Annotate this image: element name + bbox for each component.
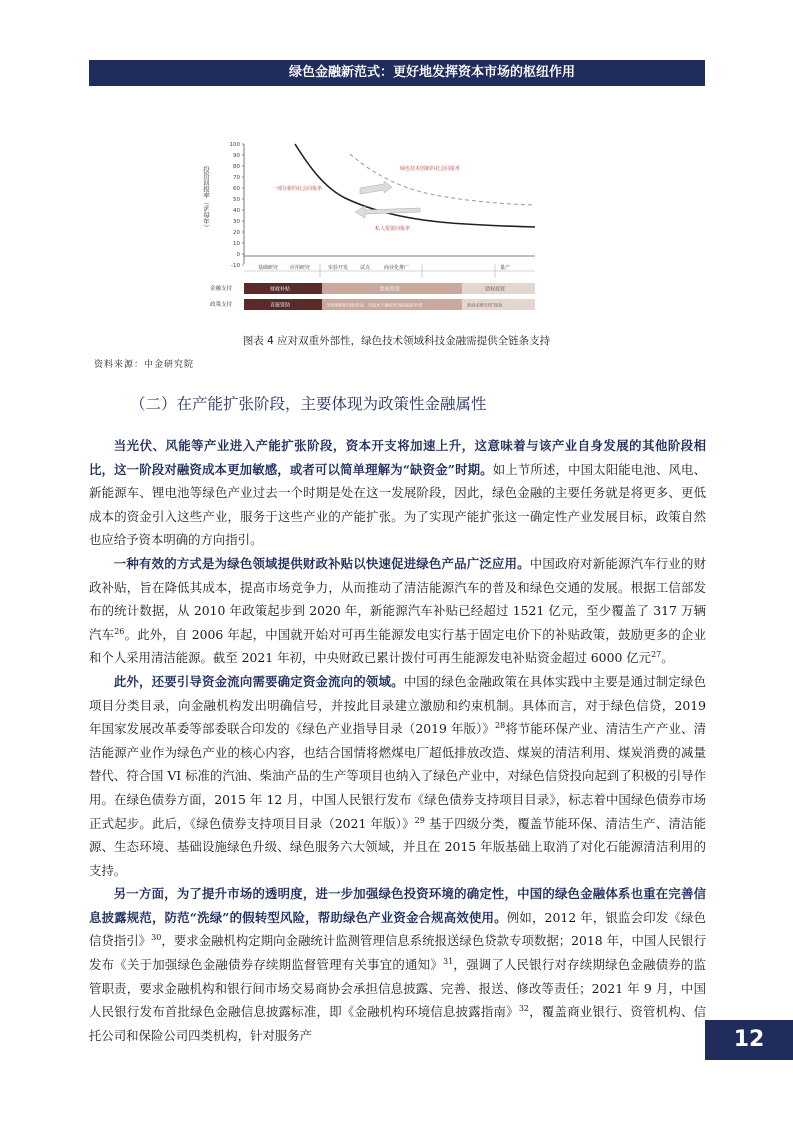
policy-support-label: 政策支持	[210, 302, 233, 308]
body-text	[89, 434, 706, 1047]
policy-phase-text: 全周期和阶段性资金、对技术不确定性风险提供补偿	[326, 302, 423, 308]
footnote-ref[interactable]: 28	[494, 721, 506, 730]
figure-caption: 图表 4 应对双重外部性，绿色技术领域科技金融需提供全链条支持	[242, 335, 551, 347]
source-note: 资料来源：中金研究院	[94, 360, 195, 370]
paragraph-3: 此外，还要引导资金流向需要确定资金流向的领域。中国的绿色金融政策在具体实践中主要是通过制定绿色项目分类目录，向金融机构发出明确信号，并按此目录建立激励和约束机制。具体而言，对于绿色信贷，2019 年国家发展改革委等部委联合印发的《绿色产业指导目录（2019 年版）》$^{28}$将节能环保产业、清洁生产产业、清洁能源产业作为绿色产业的核心内容，也结合国情将燃煤电厂超低排放改造、煤炭的清洁利用、煤炭消费的减量替代、符合国 VI 标准的汽油、柴油产品的生产等项目也纳入了绿色产业中，对绿色信贷投向起到了积极的引导作用。在绿色债券方面，2015 年 12 月，中国人民银行发布《绿色债券支持项目目录》，标志着中国绿色债券市场正式起步。此后，《绿色债券支持项目目录（2021 年版）》$^{29}$ 基于四级分类，覆盖节能环保、清洁生产、清洁能源、生态环境、基础设施绿色升级、绿色服务六大领域，并且在 2015 年版基础上取消了对化石能源清洁利用的支持。	[89, 673, 706, 878]
gap-arrow-icon	[360, 181, 392, 194]
y-tick-label: 30	[233, 219, 240, 225]
figure-financing-chain	[200, 138, 545, 318]
y-tick-label: 10	[233, 241, 240, 247]
finance-equity-text: 股权投资	[380, 286, 401, 293]
footnote-ref[interactable]: 30	[151, 933, 162, 943]
section-heading: （二）在产能扩张阶段，主要体现为政策性金融属性	[130, 395, 487, 413]
paragraph-4: 另一方面，为了提升市场的透明度，进一步加强绿色投资环境的确定性，中国的绿色金融体系也重在完善信息披露规范，防范“洗绿”的假转型风险，帮助绿色产业资金合规高效使用。例如，2012 年，银监会印发《绿色信贷指引》$^{30}$，要求金融机构定期向金融统计监测管理信息系统报送绿色贷款专项数据；2018 年，中国人民银行发布《关于加强绿色金融债券存续期监督管理有关事宜的通知》$^{31}$，强调了人民银行对存续期绿色金融债券的监管职责，要求金融机构和银行间市场交易商协会承担信息披露、完善、报送、修改等责任；2021 年 9 月，中国人民银行发布首批绿色金融信息披露标准，即《金融机构环境信息披露指南》$^{32}$，覆盖商业银行、资管机构、信托公司和保险公司四类机构，针对服务产	[89, 886, 707, 1043]
social-curve-label: 绿色技术创新的社会回报率	[400, 166, 461, 172]
finance-debt-text: 债权投资	[485, 286, 506, 293]
y-tick-label: 70	[233, 175, 240, 181]
policy-grant-text: 直接资助	[270, 302, 291, 309]
return-arrow-icon	[355, 206, 420, 218]
y-tick-label: 50	[233, 197, 240, 203]
social-return-curve	[350, 154, 535, 205]
y-tick-label: 90	[233, 153, 240, 159]
stage-pilot: 试点	[360, 265, 371, 271]
footnote-ref[interactable]: 31	[442, 956, 454, 966]
figure-svg	[200, 138, 545, 318]
stage-basic-research: 基础研究	[258, 265, 279, 271]
private-curve-label: 私人投资回报率	[375, 226, 411, 232]
y-tick-label: 60	[233, 186, 240, 192]
y-tick-label: 20	[233, 230, 240, 236]
y-axis-label: 投资回报率（%每年）	[202, 166, 210, 231]
finance-subsidy-text: 财政补贴	[270, 286, 291, 293]
stage-mass-production: 量产	[500, 265, 511, 271]
finance-support-label: 金融支持	[210, 286, 233, 292]
page-header: 绿色金融新范式：更好地发挥资本市场的枢纽作用	[89, 60, 705, 86]
footnote-ref[interactable]: 29	[414, 815, 425, 825]
y-tick-label: 0	[236, 252, 240, 258]
stage-applied-research: 应用研究	[290, 265, 311, 271]
footnote-ref[interactable]: 26	[114, 626, 125, 636]
y-tick-label: 80	[233, 164, 240, 170]
gap-curve-label: 一部分新的社会回报率	[272, 186, 323, 192]
policy-procurement-text: 政府采购支持"绿色	[467, 302, 503, 308]
page-number: 12	[705, 1020, 793, 1060]
private-return-curve	[295, 144, 535, 227]
stage-commercialization: 商业化推广	[384, 265, 410, 271]
y-tick-label: 40	[233, 208, 240, 214]
footnote-ref[interactable]: 32	[518, 1004, 530, 1014]
y-tick-label: 100	[229, 142, 240, 148]
paragraph-1: 当光伏、风能等产业进入产能扩张阶段，资本开支将加速上升，这意味着与该产业自身发展的其他阶段相比，这一阶段对融资成本更加敏感，或者可以简单理解为“缺资金”时期。如上节所述，中国太阳能电池、风电、新能源车、锂电池等绿色产业过去一个时期是处在这一发展阶段，因此，绿色金融的主要任务就是将更多、更低成本的资金引入这些产业，服务于这些产业的产能扩张。为了实现产能扩张这一确定性产业发展目标，政策自然也应给予资本明确的方向指引。	[89, 438, 706, 548]
footnote-ref[interactable]: 27	[651, 650, 662, 660]
paragraph-2: 一种有效的方式是为绿色领域提供财政补贴以快速促进绿色产品广泛应用。中国政府对新能源汽车行业的财政补贴，旨在降低其成本，提高市场竞争力，从而推动了清洁能源汽车的普及和绿色交通的发展。根据工信部发布的统计数据，从 2010 年政策起步到 2020 年，新能源汽车补贴已经超过 1521 亿元，至少覆盖了 317 万辆汽车$^{26}$。此外，自 2006 年起，中国就开始对可再生能源发电实行基于固定电价下的补贴政策，鼓励更多的企业和个人采用清洁能源。截至 2021 年初，中央财政已累计拨付可再生能源发电补贴资金超过 6000 亿元$^{27}$。	[89, 555, 707, 666]
y-tick-label: -10	[231, 263, 240, 269]
stage-experimental: 实验开发	[328, 265, 349, 271]
